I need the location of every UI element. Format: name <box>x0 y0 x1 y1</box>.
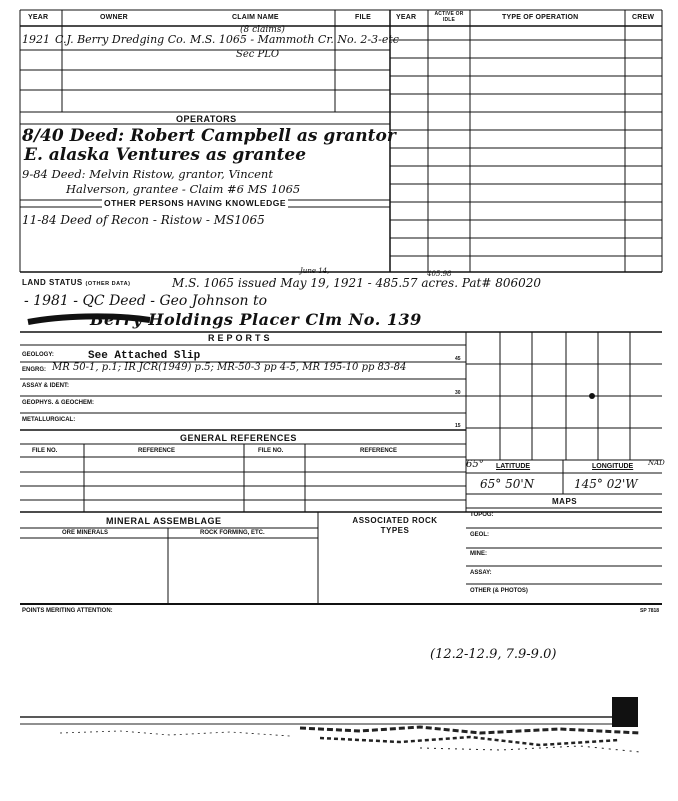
operators-line-1: 8/40 Deed: Robert Campbell as grantor <box>22 126 396 146</box>
operators-line-4: Halverson, grantee - Claim #6 MS 1065 <box>66 182 301 196</box>
entry-claim-name: M.S. 1065 - Mammoth Cr. No. 2-3-etc <box>190 33 399 46</box>
land-status-line-3: Berry Holdings Placer Clm No. 139 <box>90 310 422 329</box>
operators-title: OPERATORS <box>176 114 237 124</box>
entry-owner: C.J. Berry Dredging Co. <box>55 33 187 46</box>
longitude-label: LONGITUDE <box>592 463 634 470</box>
operators-line-3: 9-84 Deed: Melvin Ristow, grantor, Vincent <box>22 167 273 181</box>
points-meriting-attention-label: POINTS MERITING ATTENTION: <box>22 608 113 614</box>
header-year-2: YEAR <box>396 14 417 21</box>
lat-prefix: 65° <box>466 459 484 470</box>
bottom-note: (12.2-12.9, 7.9-9.0) <box>430 647 557 662</box>
maps-assay-label: ASSAY: <box>470 570 492 576</box>
land-status-annot-2: 405.98 <box>427 270 452 278</box>
land-status-line-2: - 1981 - QC Deed - Geo Johnson to <box>24 293 268 309</box>
reports-title: REPORTS <box>208 333 273 343</box>
other-persons-title: OTHER PERSONS HAVING KNOWLEDGE <box>104 198 287 208</box>
latitude-label: LATITUDE <box>496 463 531 470</box>
land-status-label: LAND STATUS (OTHER DATA) <box>22 278 131 287</box>
geophys-label: GEOPHYS. & GEOCHEM: <box>22 400 95 406</box>
geology-label: GEOLOGY: <box>22 352 54 358</box>
header-year: YEAR <box>28 14 49 21</box>
ref-col-reference-2: REFERENCE <box>360 448 398 454</box>
assay-ident-label: ASSAY & IDENT: <box>22 383 70 389</box>
general-references-title: GENERAL REFERENCES <box>180 433 297 443</box>
entry-year: 1921 <box>22 33 50 46</box>
land-status-annot-1: June 14, <box>300 267 330 275</box>
ref-col-file-no: FILE NO. <box>32 448 58 454</box>
entry-sec-note: Sec PLO <box>236 49 280 60</box>
operators-line-2: E. alaska Ventures as grantee <box>24 145 307 165</box>
engrg-label: ENGRG: <box>22 367 46 373</box>
ore-minerals-label: ORE MINERALS <box>62 530 109 536</box>
header-owner: OWNER <box>100 14 128 21</box>
longitude-value: 145° 02'W <box>574 477 638 491</box>
maps-topog-label: TOPOG: <box>470 512 494 518</box>
maps-mine-label: MINE: <box>470 551 487 557</box>
maps-geol-label: GEOL: <box>470 532 489 538</box>
latitude-value: 65° 50'N <box>480 477 535 491</box>
ref-col-reference: REFERENCE <box>138 448 176 454</box>
metallurgical-label: METALLURGICAL: <box>22 417 76 423</box>
scale-15: 15 <box>455 423 461 429</box>
maps-other-label: OTHER (& PHOTOS) <box>470 588 528 594</box>
associated-rock-types-label: ASSOCIATED ROCK TYPES <box>352 516 438 535</box>
header-file: FILE <box>355 14 371 21</box>
ref-col-file-no-2: FILE NO. <box>258 448 284 454</box>
scale-45: 45 <box>455 356 461 362</box>
mineral-assemblage-title: MINERAL ASSEMBLAGE <box>106 516 222 526</box>
header-crew: CREW <box>632 14 655 21</box>
header-type-of-operation: TYPE OF OPERATION <box>502 14 579 21</box>
header-claim-name: CLAIM NAME <box>232 14 279 21</box>
header-active-or-idle: ACTIVE OR IDLE <box>434 11 464 23</box>
scale-30: 30 <box>455 390 461 396</box>
geology-value: See Attached Slip <box>88 350 201 362</box>
claim-note: (8 claims) <box>240 25 285 35</box>
land-status-text: M.S. 1065 issued May 19, 1921 - 485.57 acres. Pat# 806020 <box>172 276 542 290</box>
other-persons-line-1: 11-84 Deed of Recon - Ristow - MS1065 <box>22 213 265 227</box>
form-number: SP 7818 <box>640 608 660 614</box>
rock-forming-label: ROCK FORMING, ETC. <box>200 530 265 536</box>
engrg-value: MR 50-1, p.1; IR JCR(1949) p.5; MR-50-3 pp 4-5, MR 195-10 pp 83-84 <box>52 362 407 373</box>
maps-title: MAPS <box>552 497 578 506</box>
longitude-annot: NAD <box>648 459 665 467</box>
